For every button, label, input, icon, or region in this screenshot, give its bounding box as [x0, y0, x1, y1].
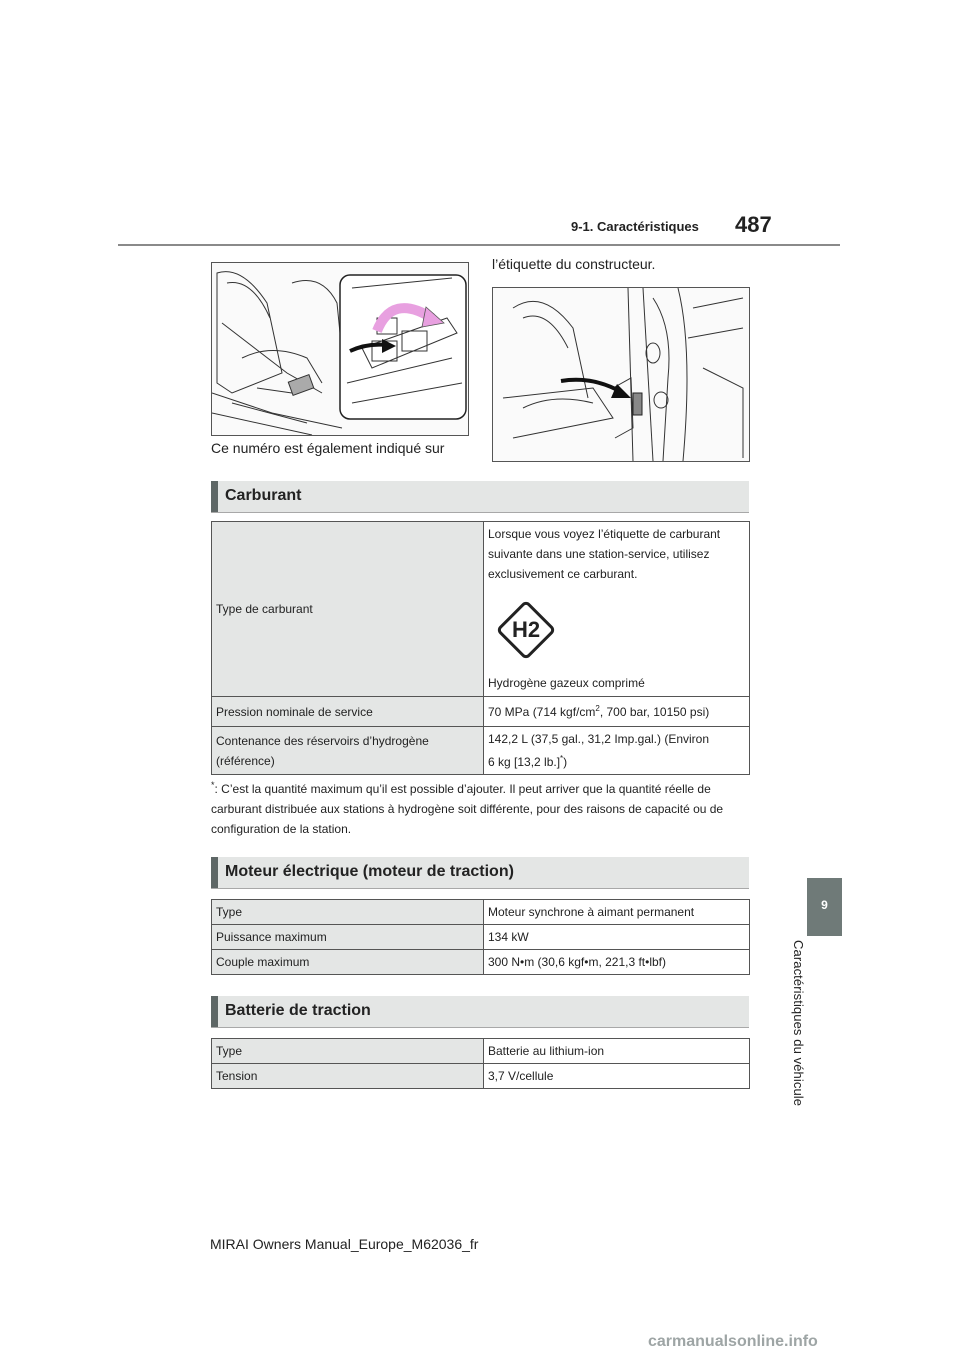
watermark: carmanualsonline.info	[648, 1333, 818, 1350]
table-row	[212, 925, 750, 950]
section-title: Carburant	[225, 487, 302, 504]
section-heading: 9-1. Caractéristiques	[571, 219, 699, 234]
footnote	[211, 775, 751, 839]
value-text: )	[563, 755, 568, 769]
value-text: 142,2 L (37,5 gal., 31,2 Imp.gal.) (Environ	[488, 732, 710, 746]
table-row	[212, 727, 750, 775]
fuel-table	[211, 521, 750, 775]
h2-symbol-text: H2	[511, 617, 541, 642]
value-text: , 700 bar, 10150 psi)	[599, 705, 710, 719]
table-label-cell: Pression nominale de service	[212, 697, 484, 727]
table-value-cell: 300 N•m (30,6 kgf•m, 221,3 ft•lbf)	[484, 950, 750, 975]
superscript: 2	[595, 704, 600, 713]
page-number: 487	[735, 212, 772, 237]
header-rule	[118, 244, 840, 246]
chapter-number: 9	[821, 898, 828, 912]
seat-label-illustration	[211, 262, 469, 436]
door-label-illustration	[492, 287, 750, 462]
table-label-cell: Type	[212, 900, 484, 925]
motor-table	[211, 899, 750, 975]
footnote-mark: *	[211, 780, 215, 790]
table-value-cell	[484, 522, 750, 697]
table-label-cell: Tension	[212, 1064, 484, 1089]
table-label-cell: Puissance maximum	[212, 925, 484, 950]
section-marker	[211, 857, 218, 888]
section-title: Moteur électrique (moteur de traction)	[225, 863, 514, 880]
section-marker	[211, 481, 218, 512]
table-row	[212, 522, 750, 697]
h2-symbol-caption: Hydrogène gazeux comprimé	[488, 676, 645, 690]
fuel-label-description: Lorsque vous voyez l’étiquette de carburant suivante dans une station-service, utilisez exclusivement ce carburant.	[488, 527, 721, 581]
footnote-text: : C’est la quantité maximum qu’il est possible d’ajouter. Il peut arriver que la quantité réelle de carburant distribuée aux stations à hydrogène soit différente, pour des raisons de capacité ou de configuration de la station.	[211, 782, 724, 836]
table-label-cell: Type	[212, 1039, 484, 1064]
value-text: 70 MPa (714 kgf/cm	[488, 705, 596, 719]
door-illustration	[493, 288, 749, 461]
battery-table	[211, 1038, 750, 1089]
manual-footer: MIRAI Owners Manual_Europe_M62036_fr	[210, 1236, 479, 1252]
continuation-text: l’étiquette du constructeur.	[492, 256, 656, 272]
table-label-cell: Type de carburant	[212, 522, 484, 697]
seat-illustration	[212, 263, 468, 435]
h2-fuel-symbol	[494, 598, 558, 662]
section-title: Batterie de traction	[225, 1002, 371, 1019]
table-value-cell	[484, 697, 750, 727]
table-value-cell	[484, 727, 750, 775]
section-header-fuel	[211, 481, 749, 513]
section-marker	[211, 996, 218, 1027]
table-row	[212, 1039, 750, 1064]
table-value-cell: Moteur synchrone à aimant permanent	[484, 900, 750, 925]
table-value-cell: Batterie au lithium-ion	[484, 1039, 750, 1064]
superscript: *	[560, 754, 564, 763]
chapter-label: Caractéristiques du véhicule	[791, 940, 806, 1107]
table-row	[212, 950, 750, 975]
section-header-battery	[211, 996, 749, 1028]
figure-caption: Ce numéro est également indiqué sur	[211, 440, 445, 456]
table-value-cell: 134 kW	[484, 925, 750, 950]
table-row	[212, 900, 750, 925]
table-row	[212, 697, 750, 727]
table-label-cell: Couple maximum	[212, 950, 484, 975]
table-row	[212, 1064, 750, 1089]
value-text: 6 kg [13,2 lb.]	[488, 755, 561, 769]
table-label-cell: Contenance des réservoirs d’hydrogène (référence)	[212, 727, 484, 775]
table-value-cell: 3,7 V/cellule	[484, 1064, 750, 1089]
section-header-motor	[211, 857, 749, 889]
